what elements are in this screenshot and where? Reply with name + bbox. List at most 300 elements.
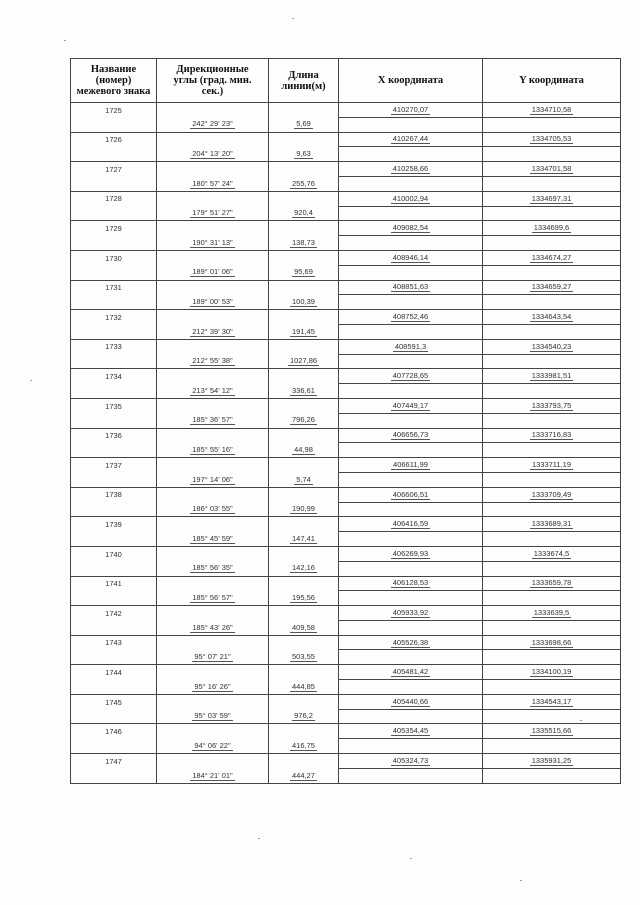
angle-cell-empty xyxy=(157,221,269,236)
name-cell-empty xyxy=(71,561,157,576)
point-name: 1735 xyxy=(71,398,157,413)
line-length-value: 195,56 xyxy=(292,592,315,602)
x-cell-empty xyxy=(339,443,483,458)
direction-angle-value: 94° 06' 22" xyxy=(194,740,231,750)
segment-row xyxy=(71,709,621,724)
segment-row xyxy=(71,739,621,754)
direction-angle-value: 179° 51' 27" xyxy=(192,208,233,218)
x-coordinate xyxy=(339,310,483,325)
x-coordinate xyxy=(339,635,483,650)
x-cell-empty xyxy=(339,147,483,162)
segment-row xyxy=(71,680,621,695)
angle-cell-empty xyxy=(157,250,269,265)
segment-row xyxy=(71,147,621,162)
y-coordinate-value: 1333674,5 xyxy=(533,548,570,558)
y-coordinate-value: 1333689,31 xyxy=(531,519,572,529)
segment-row xyxy=(71,176,621,191)
line-length-value: 95,69 xyxy=(294,267,313,277)
direction-angle-value: 190° 31' 13" xyxy=(192,237,233,247)
line-length xyxy=(269,384,339,399)
direction-angle-value: 185° 43' 26" xyxy=(192,622,233,632)
direction-angle-value: 212° 39' 30" xyxy=(192,326,233,336)
scan-speck xyxy=(580,720,582,721)
y-coordinate xyxy=(483,428,621,443)
name-cell-empty xyxy=(71,354,157,369)
point-name: 1738 xyxy=(71,487,157,502)
line-length xyxy=(269,709,339,724)
name-cell-empty xyxy=(71,739,157,754)
line-length-value: 190,99 xyxy=(292,504,315,514)
x-cell-empty xyxy=(339,591,483,606)
direction-angle xyxy=(157,117,269,132)
direction-angle-value: 95° 16' 26" xyxy=(194,681,231,691)
angle-cell-empty xyxy=(157,754,269,769)
x-coordinate-value: 405440,66 xyxy=(392,696,429,706)
y-coordinate xyxy=(483,162,621,177)
x-coordinate-value: 410258,66 xyxy=(392,164,429,174)
length-cell-empty xyxy=(269,369,339,384)
segment-row xyxy=(71,384,621,399)
header-row xyxy=(71,59,621,103)
name-cell-empty xyxy=(71,768,157,783)
y-cell-empty xyxy=(483,295,621,310)
direction-angle xyxy=(157,443,269,458)
length-cell-empty xyxy=(269,103,339,118)
line-length-value: 138,73 xyxy=(292,237,315,247)
y-coordinate-value: 1334643,54 xyxy=(531,312,572,322)
angle-cell-empty xyxy=(157,546,269,561)
x-cell-empty xyxy=(339,561,483,576)
x-coordinate-value: 406606,51 xyxy=(392,489,429,499)
segment-row xyxy=(71,768,621,783)
angle-cell-empty xyxy=(157,398,269,413)
direction-angle xyxy=(157,354,269,369)
point-row xyxy=(71,428,621,443)
direction-angle xyxy=(157,591,269,606)
x-coordinate xyxy=(339,458,483,473)
direction-angle-value: 189° 01' 06" xyxy=(192,267,233,277)
point-name: 1731 xyxy=(71,280,157,295)
y-cell-empty xyxy=(483,532,621,547)
length-cell-empty xyxy=(269,546,339,561)
x-coordinate-value: 407449,17 xyxy=(392,400,429,410)
segment-row xyxy=(71,324,621,339)
y-cell-empty xyxy=(483,768,621,783)
x-cell-empty xyxy=(339,650,483,665)
name-cell-empty xyxy=(71,117,157,132)
point-name: 1744 xyxy=(71,665,157,680)
name-cell-empty xyxy=(71,502,157,517)
angle-cell-empty xyxy=(157,339,269,354)
point-row xyxy=(71,339,621,354)
line-length xyxy=(269,206,339,221)
y-coordinate xyxy=(483,576,621,591)
line-length xyxy=(269,147,339,162)
length-cell-empty xyxy=(269,221,339,236)
x-coordinate-value: 406128,53 xyxy=(392,578,429,588)
direction-angle-value: 180° 57' 24" xyxy=(192,178,233,188)
x-coordinate-value: 406269,93 xyxy=(392,548,429,558)
direction-angle xyxy=(157,413,269,428)
y-coordinate xyxy=(483,546,621,561)
x-coordinate xyxy=(339,103,483,118)
point-row xyxy=(71,487,621,502)
point-name: 1728 xyxy=(71,191,157,206)
y-cell-empty xyxy=(483,620,621,635)
y-coordinate xyxy=(483,724,621,739)
direction-angle xyxy=(157,561,269,576)
point-name: 1746 xyxy=(71,724,157,739)
point-row xyxy=(71,310,621,325)
direction-angle-value: 185° 36' 57" xyxy=(192,415,233,425)
segment-row xyxy=(71,502,621,517)
line-length xyxy=(269,502,339,517)
header-direction-angle: Дирекционные углы (град. мин. сек.) xyxy=(157,59,269,103)
point-name: 1734 xyxy=(71,369,157,384)
y-coordinate-value: 1334705,53 xyxy=(531,134,572,144)
y-cell-empty xyxy=(483,354,621,369)
point-name: 1740 xyxy=(71,546,157,561)
y-cell-empty xyxy=(483,265,621,280)
x-coordinate-value: 405354,45 xyxy=(392,726,429,736)
x-coordinate xyxy=(339,606,483,621)
x-cell-empty xyxy=(339,176,483,191)
y-coordinate-value: 1333793,75 xyxy=(531,400,572,410)
direction-angle xyxy=(157,295,269,310)
direction-angle xyxy=(157,176,269,191)
y-coordinate xyxy=(483,754,621,769)
line-length xyxy=(269,295,339,310)
x-coordinate-value: 408946,14 xyxy=(392,252,429,262)
point-name: 1741 xyxy=(71,576,157,591)
direction-angle xyxy=(157,324,269,339)
line-length xyxy=(269,561,339,576)
length-cell-empty xyxy=(269,132,339,147)
line-length-value: 416,75 xyxy=(292,740,315,750)
y-coordinate xyxy=(483,310,621,325)
segment-row xyxy=(71,620,621,635)
line-length-value: 44,98 xyxy=(294,444,313,454)
point-row xyxy=(71,606,621,621)
line-length-value: 920,4 xyxy=(294,208,313,218)
x-coordinate-value: 409082,54 xyxy=(392,223,429,233)
x-coordinate-value: 406656,73 xyxy=(392,430,429,440)
x-coordinate xyxy=(339,724,483,739)
line-length-value: 147,41 xyxy=(292,533,315,543)
line-length xyxy=(269,413,339,428)
x-coordinate xyxy=(339,517,483,532)
y-coordinate-value: 1334100,19 xyxy=(531,667,572,677)
line-length-value: 5,74 xyxy=(296,474,311,484)
y-cell-empty xyxy=(483,176,621,191)
y-coordinate xyxy=(483,665,621,680)
x-cell-empty xyxy=(339,768,483,783)
direction-angle xyxy=(157,650,269,665)
y-cell-empty xyxy=(483,739,621,754)
segment-row xyxy=(71,591,621,606)
x-cell-empty xyxy=(339,709,483,724)
angle-cell-empty xyxy=(157,606,269,621)
x-coordinate-value: 408851,63 xyxy=(392,282,429,292)
x-coordinate xyxy=(339,221,483,236)
point-row xyxy=(71,724,621,739)
x-coordinate xyxy=(339,398,483,413)
point-row xyxy=(71,694,621,709)
name-cell-empty xyxy=(71,709,157,724)
y-cell-empty xyxy=(483,443,621,458)
name-cell-empty xyxy=(71,680,157,695)
point-name: 1747 xyxy=(71,754,157,769)
line-length-value: 976,2 xyxy=(294,711,313,721)
line-length-value: 444,85 xyxy=(292,681,315,691)
y-cell-empty xyxy=(483,502,621,517)
x-cell-empty xyxy=(339,354,483,369)
segment-row xyxy=(71,295,621,310)
name-cell-empty xyxy=(71,413,157,428)
name-cell-empty xyxy=(71,650,157,665)
line-length xyxy=(269,532,339,547)
name-cell-empty xyxy=(71,591,157,606)
length-cell-empty xyxy=(269,517,339,532)
x-coordinate xyxy=(339,428,483,443)
direction-angle xyxy=(157,147,269,162)
direction-angle xyxy=(157,265,269,280)
line-length-value: 9,63 xyxy=(296,149,311,159)
point-name: 1736 xyxy=(71,428,157,443)
y-cell-empty xyxy=(483,236,621,251)
point-row xyxy=(71,635,621,650)
direction-angle xyxy=(157,532,269,547)
point-name: 1730 xyxy=(71,250,157,265)
line-length xyxy=(269,117,339,132)
y-coordinate xyxy=(483,221,621,236)
boundary-coordinates-table xyxy=(70,58,621,784)
y-coordinate-value: 1334540,23 xyxy=(531,341,572,351)
angle-cell-empty xyxy=(157,310,269,325)
header-x-coordinate: X координата xyxy=(339,59,483,103)
length-cell-empty xyxy=(269,162,339,177)
line-length-value: 409,58 xyxy=(292,622,315,632)
line-length-value: 503,55 xyxy=(292,652,315,662)
x-coordinate-value: 410002,94 xyxy=(392,193,429,203)
point-row xyxy=(71,369,621,384)
angle-cell-empty xyxy=(157,576,269,591)
header-y-coordinate: Y координата xyxy=(483,59,621,103)
line-length xyxy=(269,443,339,458)
point-row xyxy=(71,221,621,236)
direction-angle-value: 189° 00' 53" xyxy=(192,297,233,306)
length-cell-empty xyxy=(269,250,339,265)
length-cell-empty xyxy=(269,694,339,709)
direction-angle-value: 185° 56' 57" xyxy=(192,592,233,602)
direction-angle xyxy=(157,236,269,251)
length-cell-empty xyxy=(269,576,339,591)
scan-speck xyxy=(520,880,522,881)
direction-angle xyxy=(157,739,269,754)
line-length-value: 796,26 xyxy=(292,415,315,425)
length-cell-empty xyxy=(269,754,339,769)
x-coordinate xyxy=(339,191,483,206)
x-cell-empty xyxy=(339,739,483,754)
direction-angle-value: 213° 54' 12" xyxy=(192,385,233,395)
point-name: 1727 xyxy=(71,162,157,177)
y-coordinate xyxy=(483,487,621,502)
angle-cell-empty xyxy=(157,132,269,147)
y-coordinate xyxy=(483,103,621,118)
point-row xyxy=(71,280,621,295)
line-length-value: 444,27 xyxy=(292,770,315,780)
angle-cell-empty xyxy=(157,635,269,650)
line-length xyxy=(269,650,339,665)
segment-row xyxy=(71,236,621,251)
x-coordinate-value: 407728,65 xyxy=(392,371,429,381)
point-row xyxy=(71,458,621,473)
direction-angle xyxy=(157,680,269,695)
angle-cell-empty xyxy=(157,694,269,709)
x-coordinate-value: 410270,07 xyxy=(392,104,429,114)
y-coordinate xyxy=(483,635,621,650)
x-cell-empty xyxy=(339,324,483,339)
direction-angle-value: 185° 55' 16" xyxy=(192,444,233,454)
length-cell-empty xyxy=(269,339,339,354)
x-coordinate xyxy=(339,280,483,295)
y-coordinate xyxy=(483,517,621,532)
x-coordinate xyxy=(339,576,483,591)
direction-angle xyxy=(157,472,269,487)
angle-cell-empty xyxy=(157,191,269,206)
y-coordinate-value: 1334674,27 xyxy=(531,252,572,262)
x-cell-empty xyxy=(339,117,483,132)
line-length xyxy=(269,620,339,635)
y-coordinate xyxy=(483,280,621,295)
direction-angle xyxy=(157,206,269,221)
point-row xyxy=(71,132,621,147)
x-coordinate xyxy=(339,487,483,502)
y-coordinate xyxy=(483,369,621,384)
x-coordinate-value: 405324,73 xyxy=(392,755,429,765)
header-point-name: Название (номер) межевого знака xyxy=(71,59,157,103)
length-cell-empty xyxy=(269,635,339,650)
direction-angle-value: 212° 55' 38" xyxy=(192,356,233,366)
point-name: 1737 xyxy=(71,458,157,473)
x-coordinate xyxy=(339,162,483,177)
direction-angle-value: 197° 14' 06" xyxy=(192,474,233,484)
segment-row xyxy=(71,561,621,576)
y-cell-empty xyxy=(483,384,621,399)
point-name: 1732 xyxy=(71,310,157,325)
x-coordinate-value: 408591,3 xyxy=(394,341,427,351)
name-cell-empty xyxy=(71,620,157,635)
x-coordinate xyxy=(339,369,483,384)
y-coordinate-value: 1333981,51 xyxy=(531,371,572,381)
y-cell-empty xyxy=(483,680,621,695)
scan-speck xyxy=(258,838,260,839)
x-coordinate-value: 405526,38 xyxy=(392,637,429,647)
x-coordinate-value: 405481,42 xyxy=(392,667,429,677)
y-coordinate-value: 1333639,5 xyxy=(533,607,570,617)
length-cell-empty xyxy=(269,458,339,473)
x-coordinate-value: 405933,92 xyxy=(392,607,429,617)
line-length-value: 5,69 xyxy=(296,119,311,129)
point-name: 1725 xyxy=(71,103,157,118)
x-coordinate xyxy=(339,754,483,769)
length-cell-empty xyxy=(269,280,339,295)
line-length xyxy=(269,591,339,606)
y-coordinate-value: 1334701,58 xyxy=(531,164,572,174)
x-coordinate xyxy=(339,694,483,709)
point-name: 1726 xyxy=(71,132,157,147)
point-name: 1743 xyxy=(71,635,157,650)
angle-cell-empty xyxy=(157,103,269,118)
point-name: 1739 xyxy=(71,517,157,532)
name-cell-empty xyxy=(71,443,157,458)
name-cell-empty xyxy=(71,532,157,547)
point-row xyxy=(71,250,621,265)
line-length xyxy=(269,768,339,783)
x-cell-empty xyxy=(339,680,483,695)
direction-angle xyxy=(157,620,269,635)
angle-cell-empty xyxy=(157,517,269,532)
direction-angle-value: 242° 29' 23" xyxy=(192,119,233,129)
y-coordinate-value: 1334710,58 xyxy=(531,104,572,114)
y-coordinate xyxy=(483,458,621,473)
x-cell-empty xyxy=(339,413,483,428)
x-coordinate xyxy=(339,546,483,561)
y-coordinate xyxy=(483,606,621,621)
x-coordinate xyxy=(339,665,483,680)
y-coordinate xyxy=(483,132,621,147)
x-cell-empty xyxy=(339,206,483,221)
y-coordinate-value: 1334699,6 xyxy=(533,223,570,233)
point-row xyxy=(71,191,621,206)
direction-angle xyxy=(157,384,269,399)
line-length xyxy=(269,236,339,251)
direction-angle-value: 95° 07' 21" xyxy=(194,652,231,662)
name-cell-empty xyxy=(71,206,157,221)
point-row xyxy=(71,576,621,591)
segment-row xyxy=(71,472,621,487)
length-cell-empty xyxy=(269,487,339,502)
y-cell-empty xyxy=(483,413,621,428)
length-cell-empty xyxy=(269,398,339,413)
scan-speck xyxy=(30,380,32,381)
length-cell-empty xyxy=(269,665,339,680)
direction-angle xyxy=(157,502,269,517)
angle-cell-empty xyxy=(157,724,269,739)
x-coordinate-value: 410267,44 xyxy=(392,134,429,144)
scan-speck xyxy=(292,18,294,19)
x-coordinate-value: 408752,46 xyxy=(392,312,429,322)
y-coordinate xyxy=(483,250,621,265)
segment-row xyxy=(71,532,621,547)
name-cell-empty xyxy=(71,295,157,310)
line-length-value: 255,76 xyxy=(292,178,315,188)
length-cell-empty xyxy=(269,191,339,206)
angle-cell-empty xyxy=(157,428,269,443)
direction-angle xyxy=(157,709,269,724)
point-row xyxy=(71,398,621,413)
point-name: 1729 xyxy=(71,221,157,236)
segment-row xyxy=(71,265,621,280)
direction-angle-value: 185° 45' 59" xyxy=(192,533,233,543)
length-cell-empty xyxy=(269,428,339,443)
point-row xyxy=(71,665,621,680)
y-coordinate-value: 1333698,66 xyxy=(531,637,572,647)
coordinates-sheet xyxy=(70,58,620,784)
y-cell-empty xyxy=(483,472,621,487)
angle-cell-empty xyxy=(157,458,269,473)
y-cell-empty xyxy=(483,117,621,132)
